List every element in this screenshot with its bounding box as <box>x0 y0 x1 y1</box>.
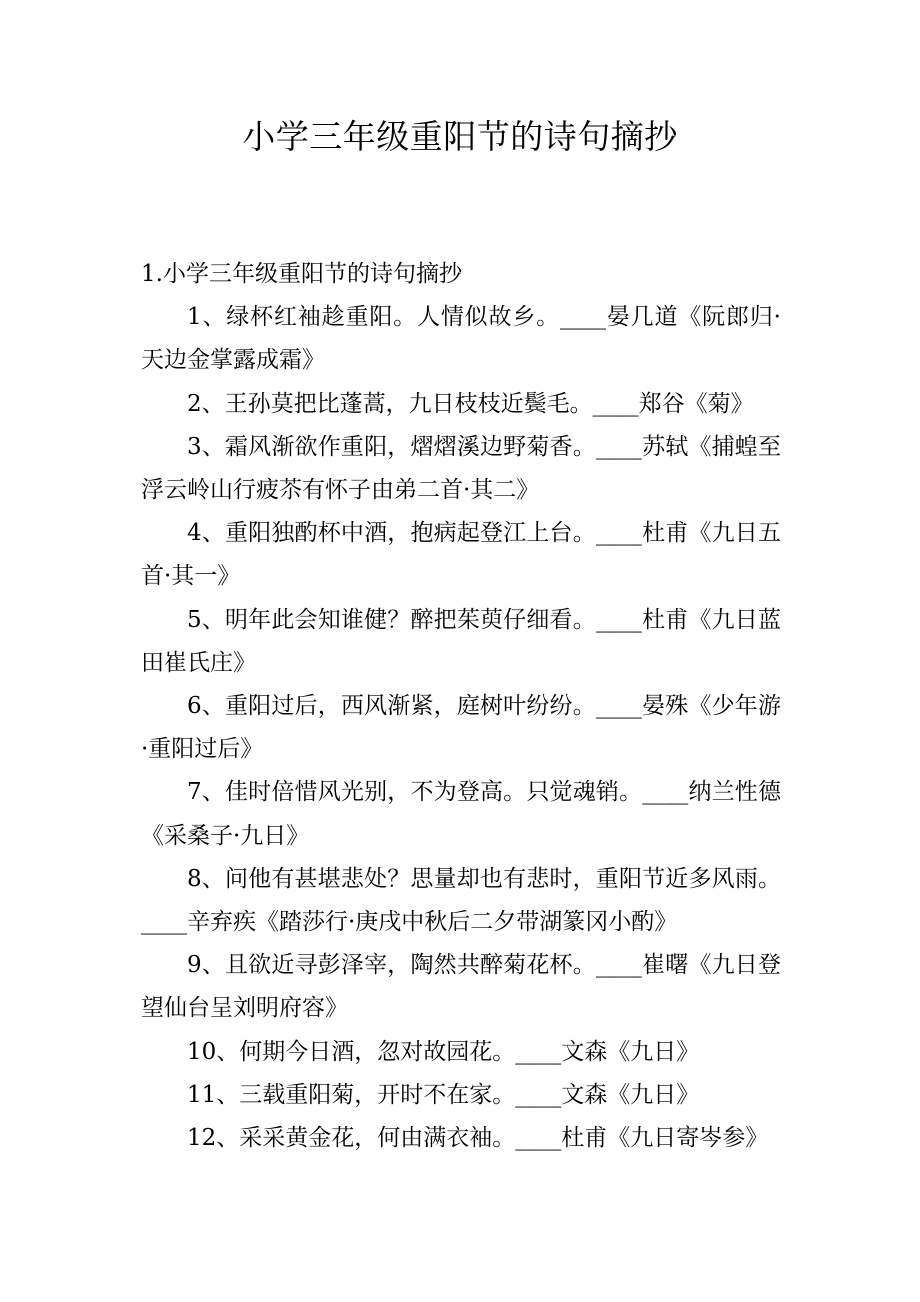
list-item: 7、佳时倍惜风光别，不为登高。只觉魂销。____纳兰性德《采桑子·九日》 <box>141 779 781 849</box>
list-item: 2、王孙莫把比蓬蒿，九日枝枝近鬓毛。____郑谷《菊》 <box>187 390 754 417</box>
list-item: 5、明年此会知谁健？醉把茱萸仔细看。____杜甫《九日蓝田崔氏庄》 <box>141 606 781 676</box>
list-item: 12、采采黄金花，何由满衣袖。____杜甫《九日寄岑参》 <box>187 1125 769 1152</box>
list-item: 4、重阳独酌杯中酒，抱病起登江上台。____杜甫《九日五首·其一》 <box>141 520 781 590</box>
list-item: 3、霜风渐欲作重阳，熠熠溪边野菊香。____苏轼《捕蝗至浮云岭山行疲苶有怀子由弟二首·其二》 <box>141 433 781 504</box>
list-item: 8、问他有甚堪悲处？思量却也有悲时，重阳节近多风雨。____辛弃疾《踏莎行·庚戌中秋后二夕带湖篆冈小酌》 <box>141 865 781 936</box>
poem-list <box>141 296 781 1160</box>
list-item: 1、绿杯红袖趁重阳。人情似故乡。____晏几道《阮郎归·天边金掌露成霜》 <box>141 304 781 374</box>
document-body <box>141 253 781 1160</box>
list-item: 10、何期今日酒，忽对故园花。____文森《九日》 <box>187 1038 700 1065</box>
list-item: 11、三载重阳菊，开时不在家。____文森《九日》 <box>187 1081 700 1108</box>
list-item: 6、重阳过后，西风渐紧，庭树叶纷纷。____晏殊《少年游·重阳过后》 <box>141 693 781 763</box>
list-item: 9、且欲近寻彭泽宰，陶然共醉菊花杯。____崔曙《九日登望仙台呈刘明府容》 <box>141 952 781 1022</box>
section-heading: 1.小学三年级重阳节的诗句摘抄 <box>141 261 462 287</box>
page-title: 小学三年级重阳节的诗句摘抄 <box>242 117 678 156</box>
